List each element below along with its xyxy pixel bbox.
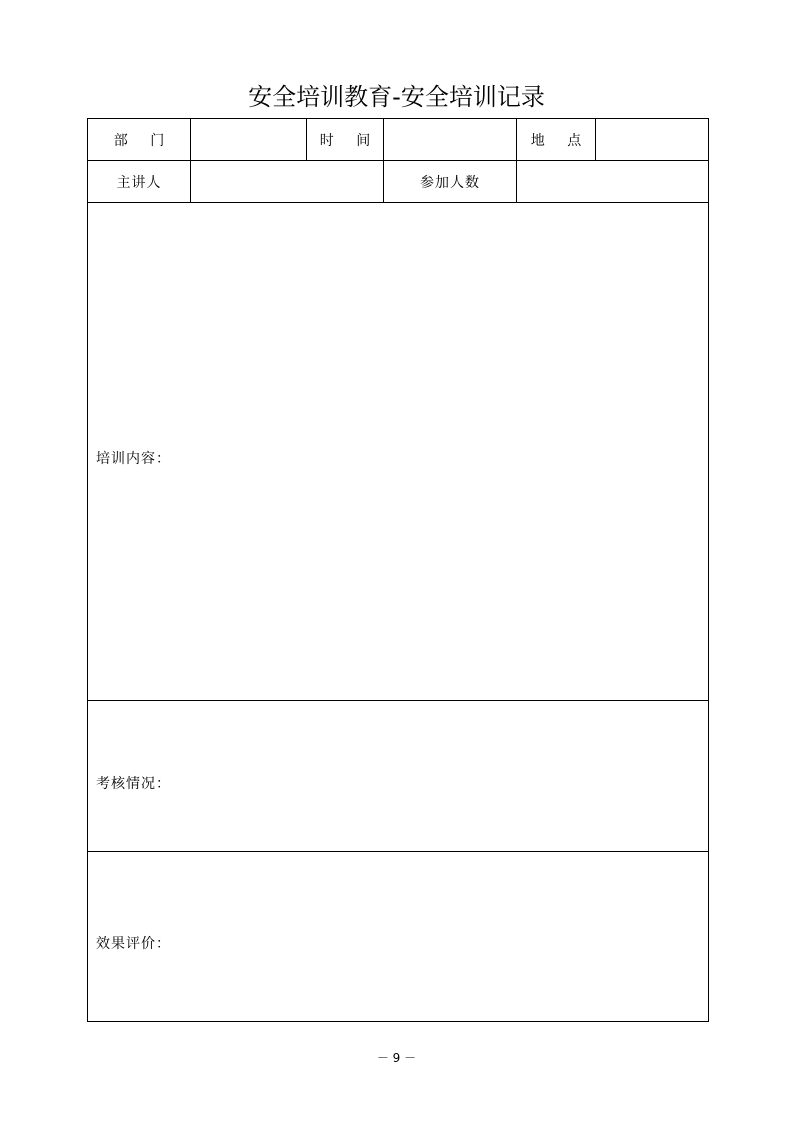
training-content-label: 培训内容： [96,451,171,467]
page-number: － 9 － [376,1051,417,1065]
training-record-table [87,118,709,1022]
assessment-field[interactable] [88,701,709,852]
training-content-field[interactable] [88,203,709,701]
table-row [88,203,709,701]
department-field[interactable] [191,119,307,161]
location-label: 地 点 [517,119,596,161]
evaluation-label: 效果评价： [96,936,171,952]
time-field[interactable] [384,119,517,161]
assessment-label: 考核情况： [96,775,171,792]
time-label: 时 间 [307,119,384,161]
document-title: 安全培训教育-安全培训记录 [248,83,545,111]
evaluation-field[interactable] [88,852,709,1022]
table-row [88,701,709,852]
location-field[interactable] [596,119,709,161]
attendees-label: 参加人数 [384,161,517,203]
department-label: 部 门 [88,119,191,161]
table-row [88,852,709,1022]
table-row [88,161,709,203]
attendees-field[interactable] [517,161,709,203]
speaker-field[interactable] [191,161,384,203]
speaker-label: 主讲人 [88,161,191,203]
table-row [88,119,709,161]
